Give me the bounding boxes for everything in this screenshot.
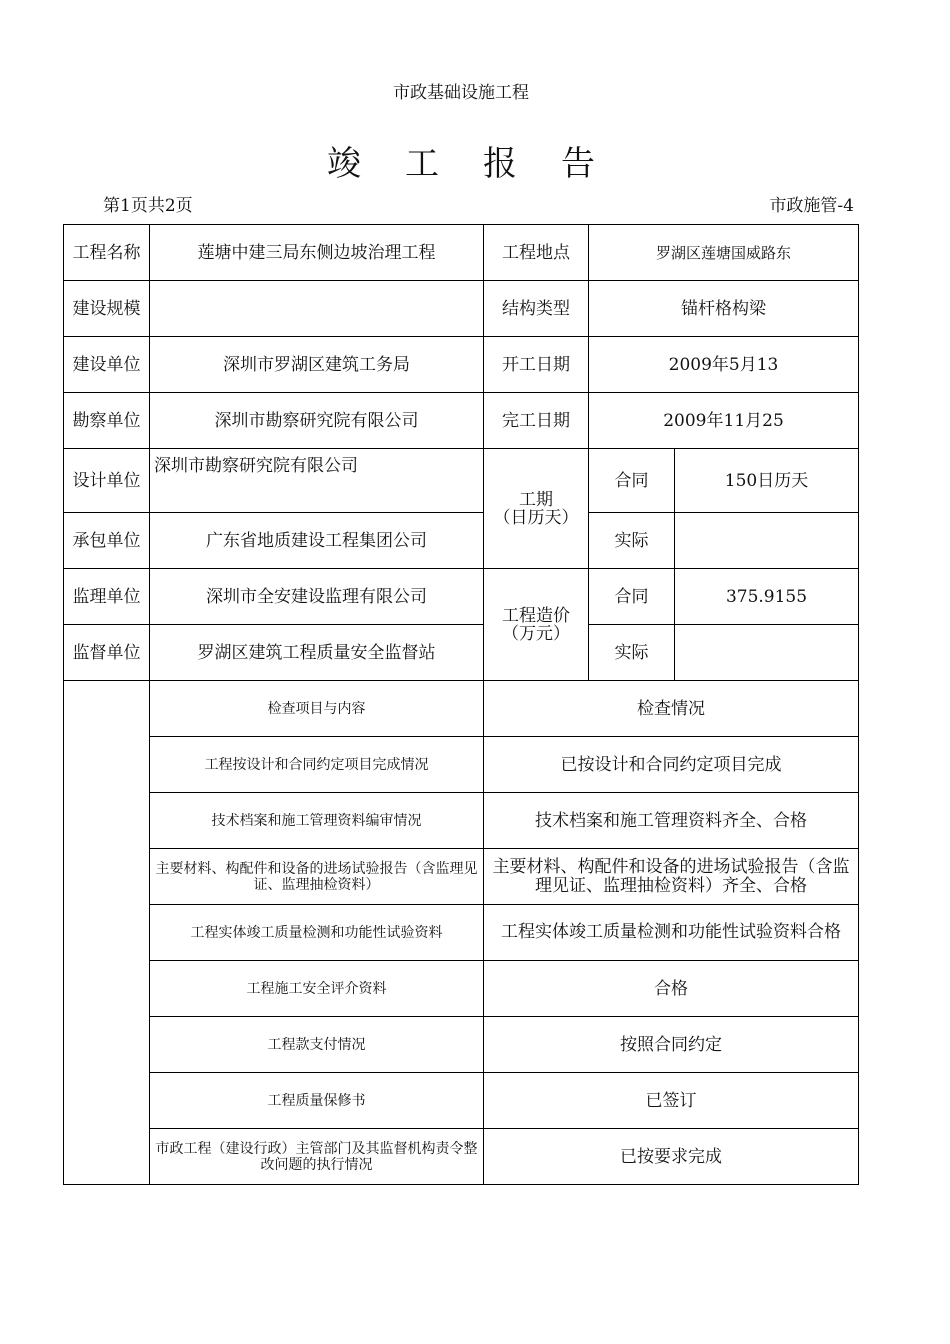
inspection-row (64, 1073, 859, 1129)
page-number: 第1页共2页 (103, 196, 193, 216)
label-location: 工程地点 (484, 225, 589, 281)
inspection-result: 按照合同约定 (484, 1017, 859, 1073)
document-title: 竣工报告 (327, 144, 639, 184)
label-duration: 工期 （日历天） (484, 449, 589, 569)
inspection-row (64, 905, 859, 961)
inspection-row (64, 1129, 859, 1185)
inspection-result: 已按设计和合同约定项目完成 (484, 737, 859, 793)
label-contractor: 承包单位 (64, 513, 150, 569)
row-design (64, 449, 859, 513)
row-project-name (64, 225, 859, 281)
label-cost-contract: 合同 (589, 569, 675, 625)
label-scale: 建设规模 (64, 281, 150, 337)
value-monitor: 罗湖区建筑工程质量安全监督站 (150, 625, 484, 681)
label-project-name: 工程名称 (64, 225, 150, 281)
row-monitor (64, 625, 859, 681)
inspection-item: 工程实体竣工质量检测和功能性试验资料 (150, 905, 484, 961)
value-owner: 深圳市罗湖区建筑工务局 (150, 337, 484, 393)
value-scale (150, 281, 484, 337)
value-cost-contract: 375.9155 (675, 569, 859, 625)
inspection-row (64, 737, 859, 793)
label-duration-contract: 合同 (589, 449, 675, 513)
inspection-item: 技术档案和施工管理资料编审情况 (150, 793, 484, 849)
row-contractor (64, 513, 859, 569)
inspection-item: 工程按设计和合同约定项目完成情况 (150, 737, 484, 793)
value-design: 深圳市勘察研究院有限公司 (150, 449, 484, 513)
value-start-date: 2009年5月13 (589, 337, 859, 393)
label-cost-actual: 实际 (589, 625, 675, 681)
row-survey (64, 393, 859, 449)
inspection-row (64, 961, 859, 1017)
value-structure: 锚杆格构梁 (589, 281, 859, 337)
inspection-col-item: 检查项目与内容 (150, 681, 484, 737)
label-finish-date: 完工日期 (484, 393, 589, 449)
value-finish-date: 2009年11月25 (589, 393, 859, 449)
report-table (63, 224, 859, 1185)
label-duration-actual: 实际 (589, 513, 675, 569)
inspection-side-cell (64, 681, 150, 1185)
inspection-item: 工程施工安全评介资料 (150, 961, 484, 1017)
value-duration-actual (675, 513, 859, 569)
inspection-item: 主要材料、构配件和设备的进场试验报告（含监理见证、监理抽检资料） (150, 849, 484, 905)
inspection-row (64, 849, 859, 905)
inspection-result: 合格 (484, 961, 859, 1017)
inspection-item: 工程款支付情况 (150, 1017, 484, 1073)
value-location: 罗湖区莲塘国威路东 (589, 225, 859, 281)
inspection-result: 主要材料、构配件和设备的进场试验报告（含监理见证、监理抽检资料）齐全、合格 (484, 849, 859, 905)
inspection-item: 市政工程（建设行政）主管部门及其监督机构责令整改问题的执行情况 (150, 1129, 484, 1185)
inspection-result: 工程实体竣工质量检测和功能性试验资料合格 (484, 905, 859, 961)
label-survey: 勘察单位 (64, 393, 150, 449)
label-monitor: 监督单位 (64, 625, 150, 681)
inspection-result: 已按要求完成 (484, 1129, 859, 1185)
row-owner (64, 337, 859, 393)
label-owner: 建设单位 (64, 337, 150, 393)
document-subtitle: 市政基础设施工程 (393, 83, 529, 103)
inspection-row (64, 793, 859, 849)
row-scale (64, 281, 859, 337)
row-supervisor (64, 569, 859, 625)
form-code: 市政施管-4 (769, 196, 854, 216)
inspection-row (64, 1017, 859, 1073)
value-project-name: 莲塘中建三局东侧边坡治理工程 (150, 225, 484, 281)
label-start-date: 开工日期 (484, 337, 589, 393)
value-cost-actual (675, 625, 859, 681)
inspection-header-row (64, 681, 859, 737)
inspection-col-result: 检查情况 (484, 681, 859, 737)
label-structure: 结构类型 (484, 281, 589, 337)
value-contractor: 广东省地质建设工程集团公司 (150, 513, 484, 569)
label-supervisor: 监理单位 (64, 569, 150, 625)
inspection-result: 技术档案和施工管理资料齐全、合格 (484, 793, 859, 849)
label-cost: 工程造价 （万元） (484, 569, 589, 681)
value-duration-contract: 150日历天 (675, 449, 859, 513)
inspection-result: 已签订 (484, 1073, 859, 1129)
value-supervisor: 深圳市全安建设监理有限公司 (150, 569, 484, 625)
label-design: 设计单位 (64, 449, 150, 513)
value-survey: 深圳市勘察研究院有限公司 (150, 393, 484, 449)
inspection-item: 工程质量保修书 (150, 1073, 484, 1129)
